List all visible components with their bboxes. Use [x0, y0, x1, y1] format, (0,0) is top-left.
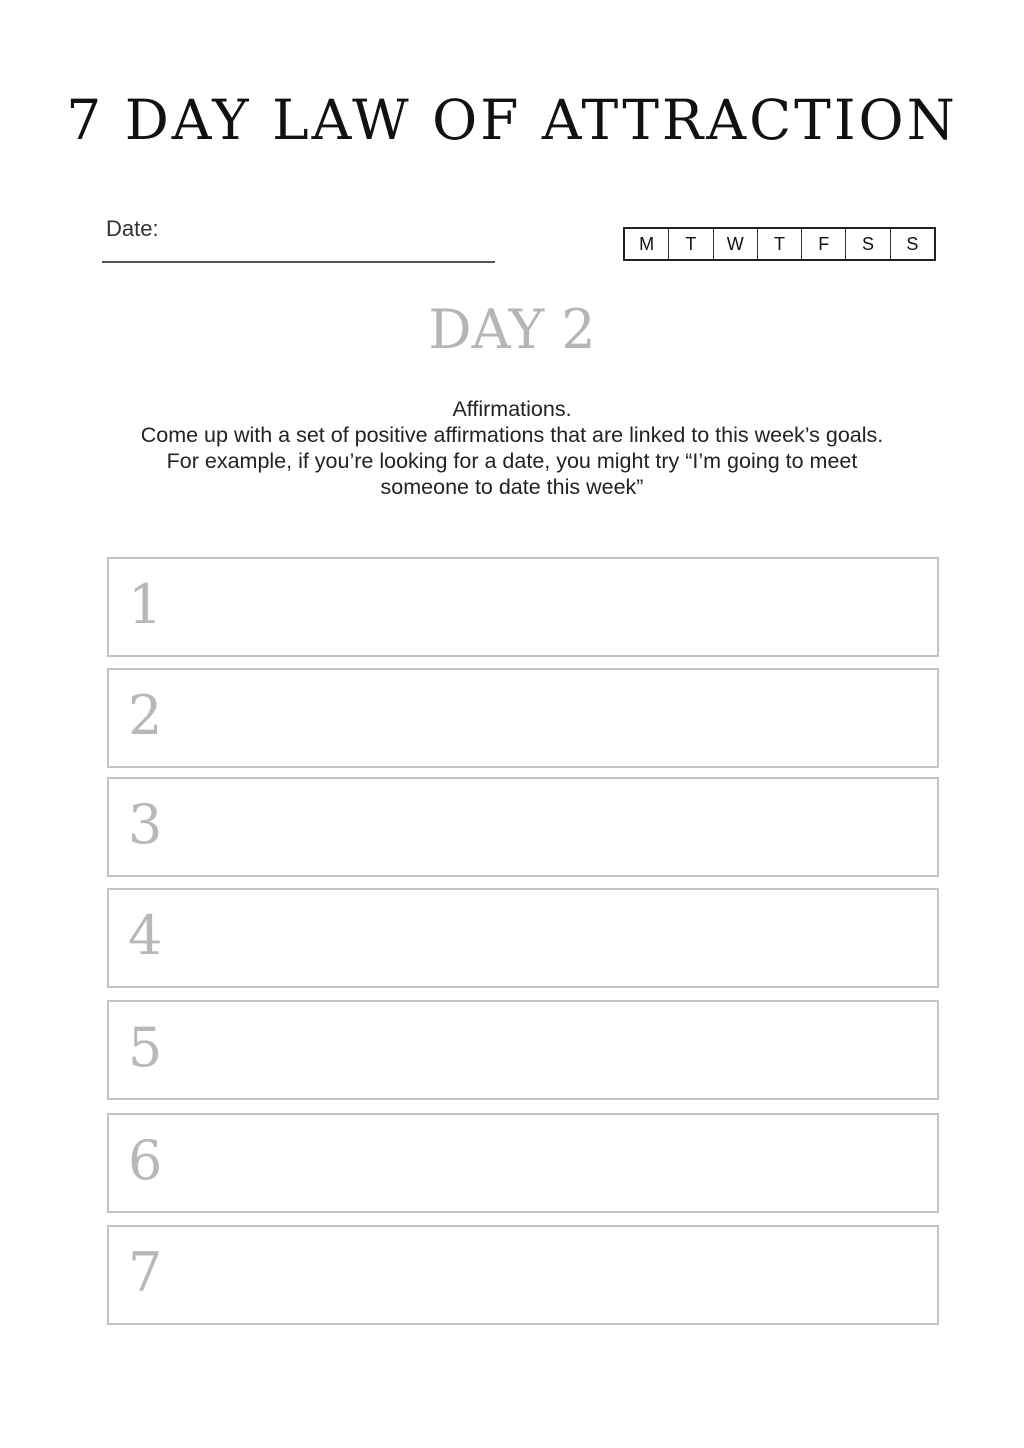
affirmation-field-7[interactable] [107, 1225, 939, 1325]
instructions-heading: Affirmations. [452, 397, 572, 421]
weekday-selector [623, 227, 936, 261]
affirmation-field-3[interactable] [107, 777, 939, 877]
day-title: DAY 2 [428, 298, 596, 361]
instructions-line: Come up with a set of positive affirmations that are linked to this week’s goals. [140, 423, 884, 447]
instructions-line: For example, if you’re looking for a date, you might try “I’m going to meet [166, 449, 858, 473]
entry-number: 4 [128, 904, 163, 967]
weekday-sunday[interactable]: S [906, 233, 919, 254]
affirmation-field-4[interactable] [107, 888, 939, 988]
instructions [60, 396, 964, 500]
weekday-friday[interactable]: F [802, 229, 846, 259]
affirmation-field-1[interactable] [107, 557, 939, 657]
entry-number: 5 [128, 1016, 163, 1079]
weekday-saturday[interactable]: S [846, 229, 890, 259]
page-title: 7 DAY LAW OF ATTRACTION [66, 88, 958, 152]
date-input-line[interactable] [102, 261, 495, 263]
weekday-thursday[interactable]: T [758, 229, 802, 259]
weekday-monday[interactable]: M [625, 229, 669, 259]
entry-number: 7 [128, 1241, 163, 1304]
entry-number: 2 [128, 684, 163, 747]
entry-number: 1 [128, 573, 163, 636]
affirmation-field-5[interactable] [107, 1000, 939, 1100]
affirmation-field-6[interactable] [107, 1113, 939, 1213]
weekday-tuesday[interactable]: T [669, 229, 713, 259]
entry-number: 6 [128, 1129, 163, 1192]
instructions-line: someone to date this week” [380, 475, 644, 499]
affirmation-field-2[interactable] [107, 668, 939, 768]
entry-number: 3 [128, 793, 163, 856]
date-label: Date: [106, 216, 159, 241]
weekday-wednesday[interactable]: W [714, 229, 758, 259]
